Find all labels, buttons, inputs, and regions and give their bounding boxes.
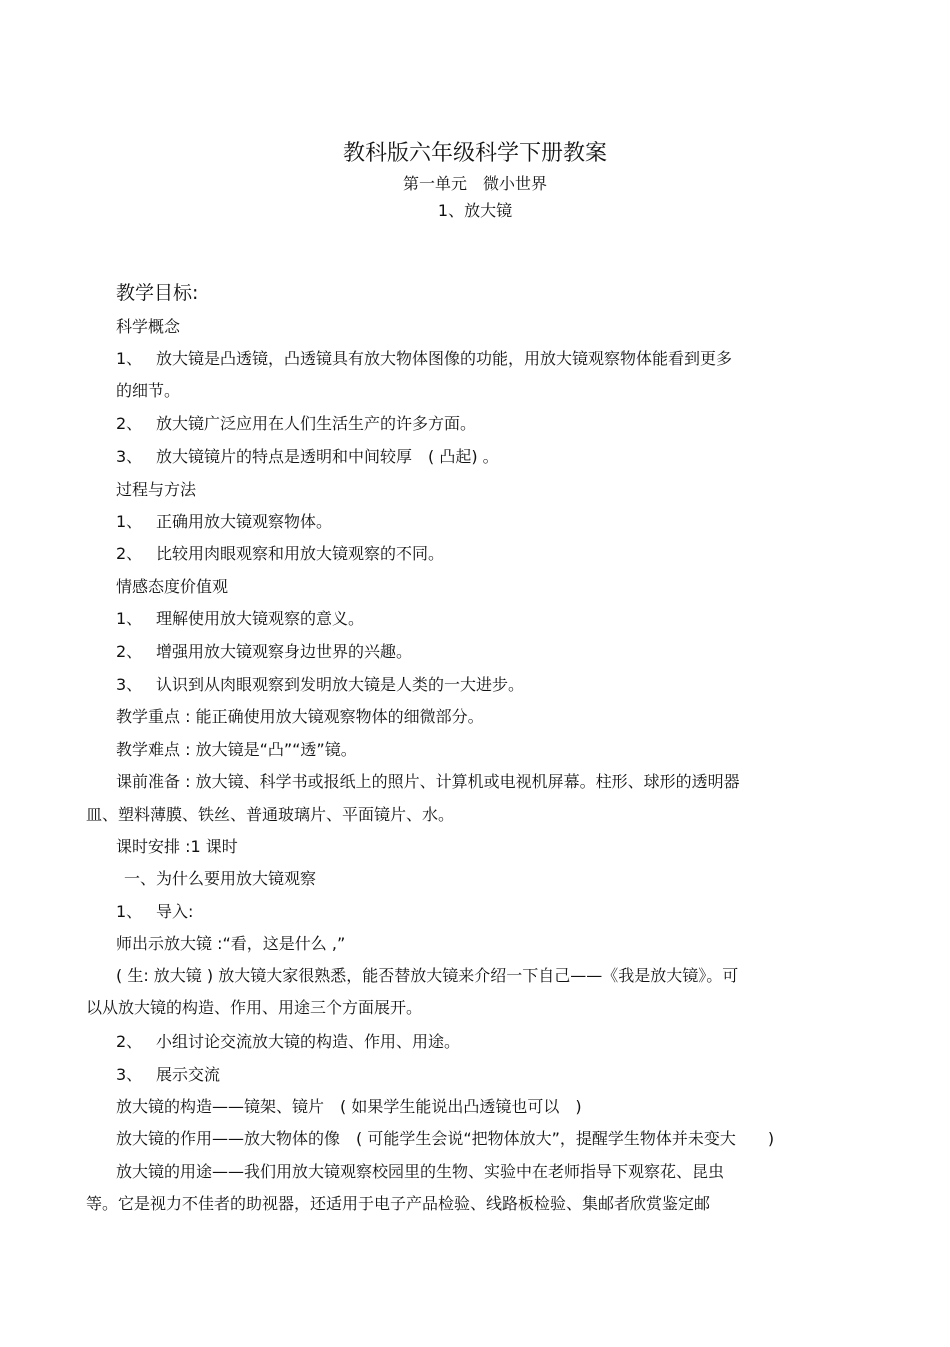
use-line: 放大镜的用途——我们用放大镜观察校园里的生物、实验中在老师指导下观察花、昆虫 — [116, 1162, 725, 1181]
item-number: 1、 — [116, 512, 143, 531]
concept-item-2 — [116, 413, 476, 435]
key-point: 教学重点 : 能正确使用放大镜观察物体的细微部分。 — [116, 707, 484, 726]
concept-item-1-continued: 的细节。 — [116, 381, 181, 400]
process-item-1 — [116, 511, 332, 533]
student-line-continued: 以从放大镜的构造、作用、用途三个方面展开。 — [86, 998, 423, 1017]
item-text: 放大镜镜片的特点是透明和中间较厚 ( 凸起) 。 — [156, 447, 499, 466]
lesson-title: 1、放大镜 — [437, 201, 513, 220]
attitude-item-1 — [116, 608, 364, 630]
item-text: 小组讨论交流放大镜的构造、作用、用途。 — [156, 1032, 461, 1051]
preparation: 课前准备 : 放大镜、科学书或报纸上的照片、计算机或电视机屏幕。柱形、球形的透明器 — [116, 772, 740, 791]
unit-title: 第一单元 微小世界 — [402, 174, 547, 193]
concept-item-3 — [116, 446, 499, 468]
item-text: 放大镜广泛应用在人们生活生产的许多方面。 — [156, 414, 477, 433]
item-number: 3、 — [116, 447, 143, 466]
process-heading: 过程与方法 — [116, 480, 197, 499]
item-number: 1、 — [116, 902, 143, 921]
student-line: ( 生: 放大镜 ) 放大镜大家很熟悉，能否替放大镜来介绍一下自己——《我是放大镜》。可 — [116, 966, 739, 985]
item-number: 2、 — [116, 642, 143, 661]
use-line-continued: 等。它是视力不佳者的助视器，还适用于电子产品检验、线路板检验、集邮者欣赏鉴定邮 — [86, 1194, 711, 1213]
item-number: 1、 — [116, 609, 143, 628]
item-number: 1、 — [116, 349, 143, 368]
attitude-item-3 — [116, 674, 524, 696]
structure-line: 放大镜的构造——镜架、镜片 ( 如果学生能说出凸透镜也可以 ) — [116, 1097, 582, 1116]
concept-heading: 科学概念 — [116, 317, 181, 336]
difficulty: 教学难点 : 放大镜是“凸”“透”镜。 — [116, 740, 357, 759]
item-text: 理解使用放大镜观察的意义。 — [156, 609, 365, 628]
concept-item-1 — [116, 348, 732, 370]
item-text: 认识到从肉眼观察到发明放大镜是人类的一大进步。 — [156, 675, 525, 694]
attitude-item-2 — [116, 641, 412, 663]
function-line: 放大镜的作用——放大物体的像 ( 可能学生会说“把物体放大”，提醒学生物体并未变大 ) — [116, 1129, 775, 1148]
section-1-heading: 一、为什么要用放大镜观察 — [124, 869, 317, 888]
item-number: 3、 — [116, 1065, 143, 1084]
step-3 — [116, 1064, 220, 1086]
item-text: 比较用肉眼观察和用放大镜观察的不同。 — [156, 544, 445, 563]
step-1 — [116, 901, 193, 923]
item-text: 正确用放大镜观察物体。 — [156, 512, 333, 531]
item-number: 3、 — [116, 675, 143, 694]
process-item-2 — [116, 543, 444, 565]
item-text: 增强用放大镜观察身边世界的兴趣。 — [156, 642, 413, 661]
item-text: 展示交流 — [156, 1065, 221, 1084]
step-2 — [116, 1031, 460, 1053]
item-number: 2、 — [116, 544, 143, 563]
schedule: 课时安排 :1 课时 — [116, 837, 238, 856]
document-title: 教科版六年级科学下册教案 — [342, 141, 607, 166]
item-number: 2、 — [116, 1032, 143, 1051]
teacher-line: 师出示放大镜 :“看，这是什么 ,” — [116, 934, 346, 953]
item-number: 2、 — [116, 414, 143, 433]
item-text: 导入: — [156, 902, 194, 921]
item-text: 放大镜是凸透镜，凸透镜具有放大物体图像的功能，用放大镜观察物体能看到更多 — [156, 349, 733, 368]
objectives-heading: 教学目标: — [116, 282, 199, 304]
attitude-heading: 情感态度价值观 — [116, 577, 229, 596]
preparation-continued: 皿、塑料薄膜、铁丝、普通玻璃片、平面镜片、水。 — [86, 805, 455, 824]
